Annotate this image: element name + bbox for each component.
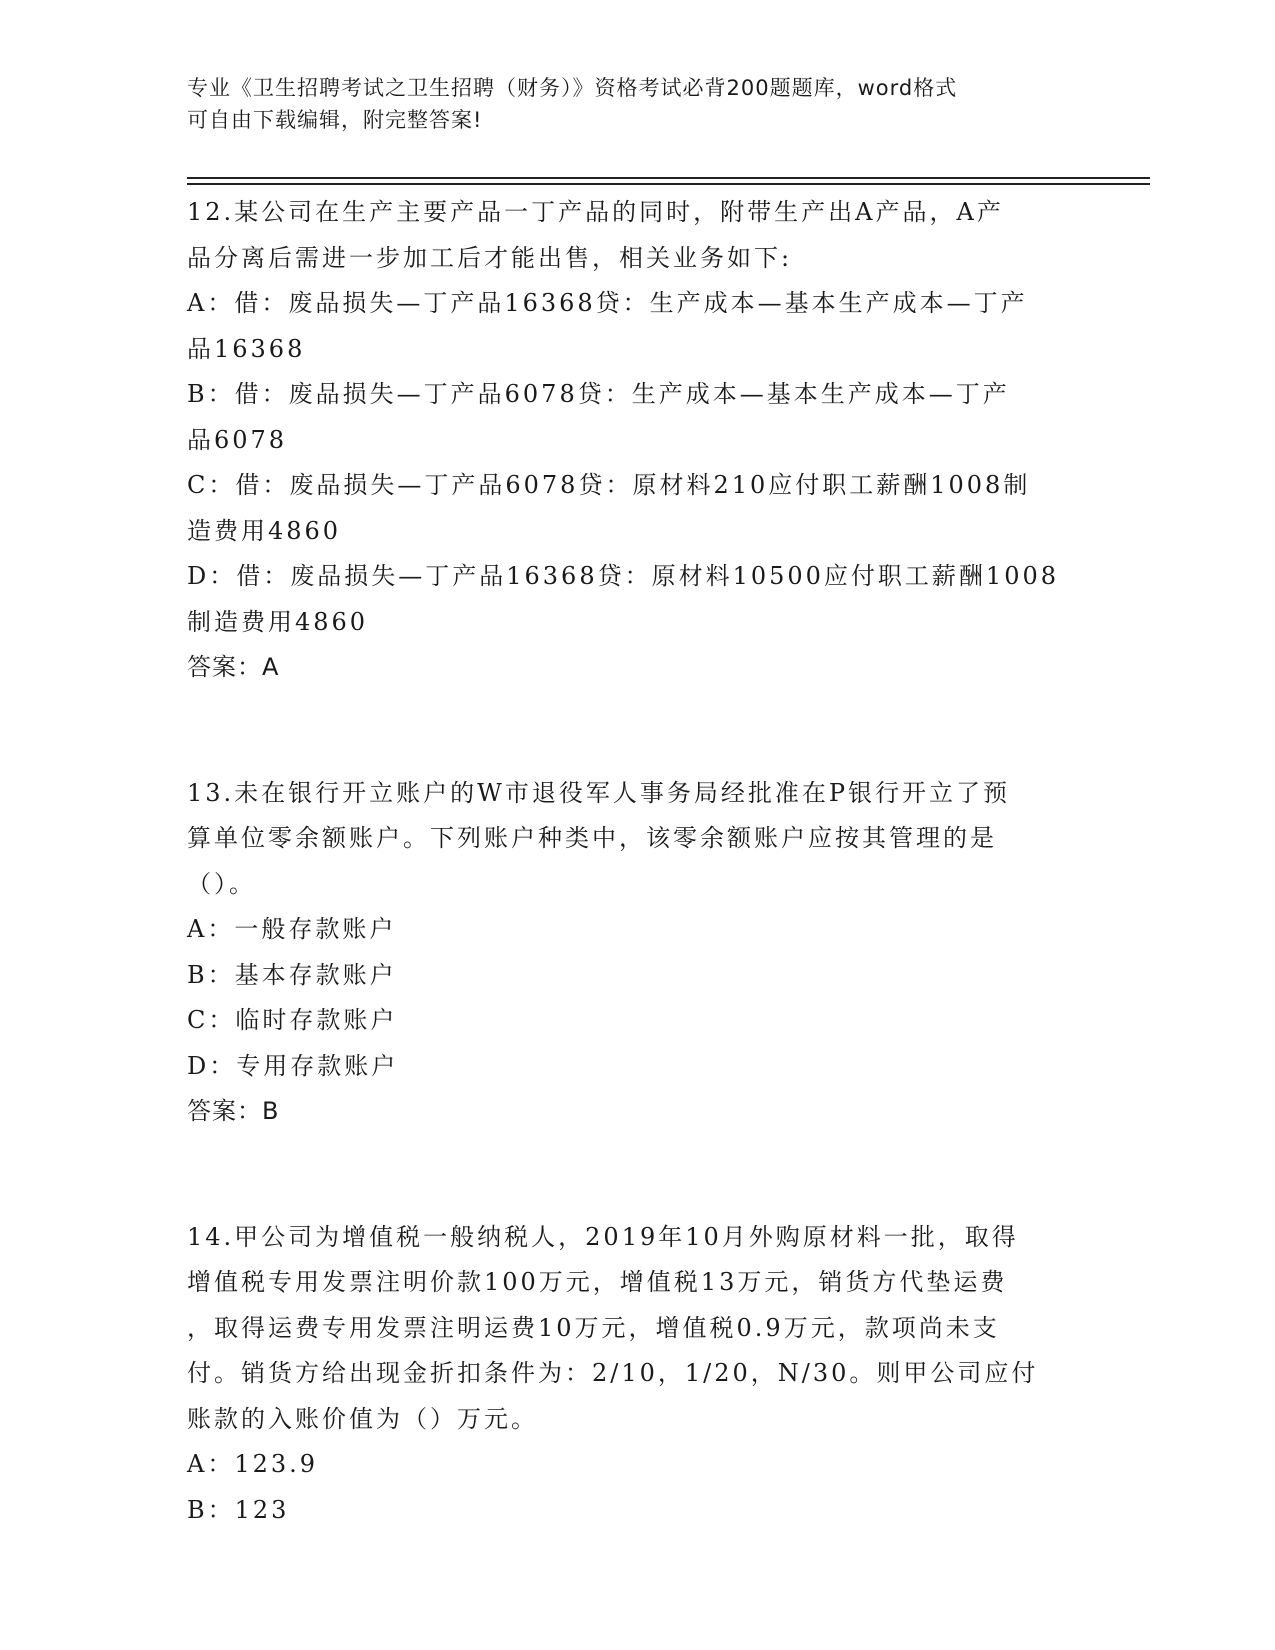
option-line: D：借：废品损失—丁产品16368贷：原材料10500应付职工薪酬1008 <box>187 562 1060 590</box>
question-line: 算单位零余额账户。下列账户种类中，该零余额账户应按其管理的是 <box>187 824 997 852</box>
question-line: 账款的入账价值为（）万元。 <box>187 1404 538 1433</box>
option-line: B：借：废品损失—丁产品6078贷：生产成本—基本生产成本—丁产 <box>187 380 1010 408</box>
option-line: A：一般存款账户 <box>187 915 397 943</box>
header-divider-top <box>187 177 1150 179</box>
question-13 <box>187 771 1087 1135</box>
question-12 <box>187 190 1087 691</box>
header-line-2: 可自由下载编辑，附完整答案! <box>187 108 483 132</box>
header-line-1: 专业《卫生招聘考试之卫生招聘（财务）》资格考试必背200题题库，word格式 <box>187 76 958 100</box>
option-line: C：临时存款账户 <box>187 1006 398 1034</box>
document-header <box>187 72 1087 136</box>
question-line: （）。 <box>187 869 256 898</box>
option-line: 制造费用4860 <box>187 607 369 636</box>
question-14 <box>187 1215 1087 1534</box>
question-line: 12.某公司在生产主要产品一丁产品的同时，附带生产出A产品，A产 <box>187 198 1004 226</box>
question-line: 增值税专用发票注明价款100万元，增值税13万元，销货方代垫运费 <box>187 1268 1008 1296</box>
option-line: B：123 <box>187 1495 290 1524</box>
option-line: D：专用存款账户 <box>187 1051 399 1080</box>
option-line: 品16368 <box>187 334 306 363</box>
option-line: 造费用4860 <box>187 516 342 545</box>
question-line: 13.未在银行开立账户的W市退役军人事务局经批准在P银行开立了预 <box>187 778 1010 807</box>
option-line: A：借：废品损失—丁产品16368贷：生产成本—基本生产成本—丁产 <box>187 289 1028 317</box>
answer-label: 答案：A <box>187 653 280 681</box>
option-line: A：123.9 <box>187 1450 319 1478</box>
answer-label: 答案：B <box>187 1097 280 1125</box>
question-line: 14.甲公司为增值税一般纳税人，2019年10月外购原材料一批，取得 <box>187 1222 1019 1251</box>
question-list <box>187 190 1087 1533</box>
question-line: 付。销货方给出现金折扣条件为：2/10，1/20，N/30。则甲公司应付 <box>187 1359 1039 1387</box>
option-line: B：基本存款账户 <box>187 960 397 989</box>
question-line: 品分离后需进一步加工后才能出售，相关业务如下: <box>187 243 793 272</box>
question-line: ，取得运费专用发票注明运费10万元，增值税0.9万元，款项尚未支 <box>187 1313 1000 1342</box>
option-line: 品6078 <box>187 425 288 454</box>
option-line: C：借：废品损失—丁产品6078贷：原材料210应付职工薪酬1008制 <box>187 471 1031 499</box>
header-divider-bottom <box>187 183 1150 185</box>
